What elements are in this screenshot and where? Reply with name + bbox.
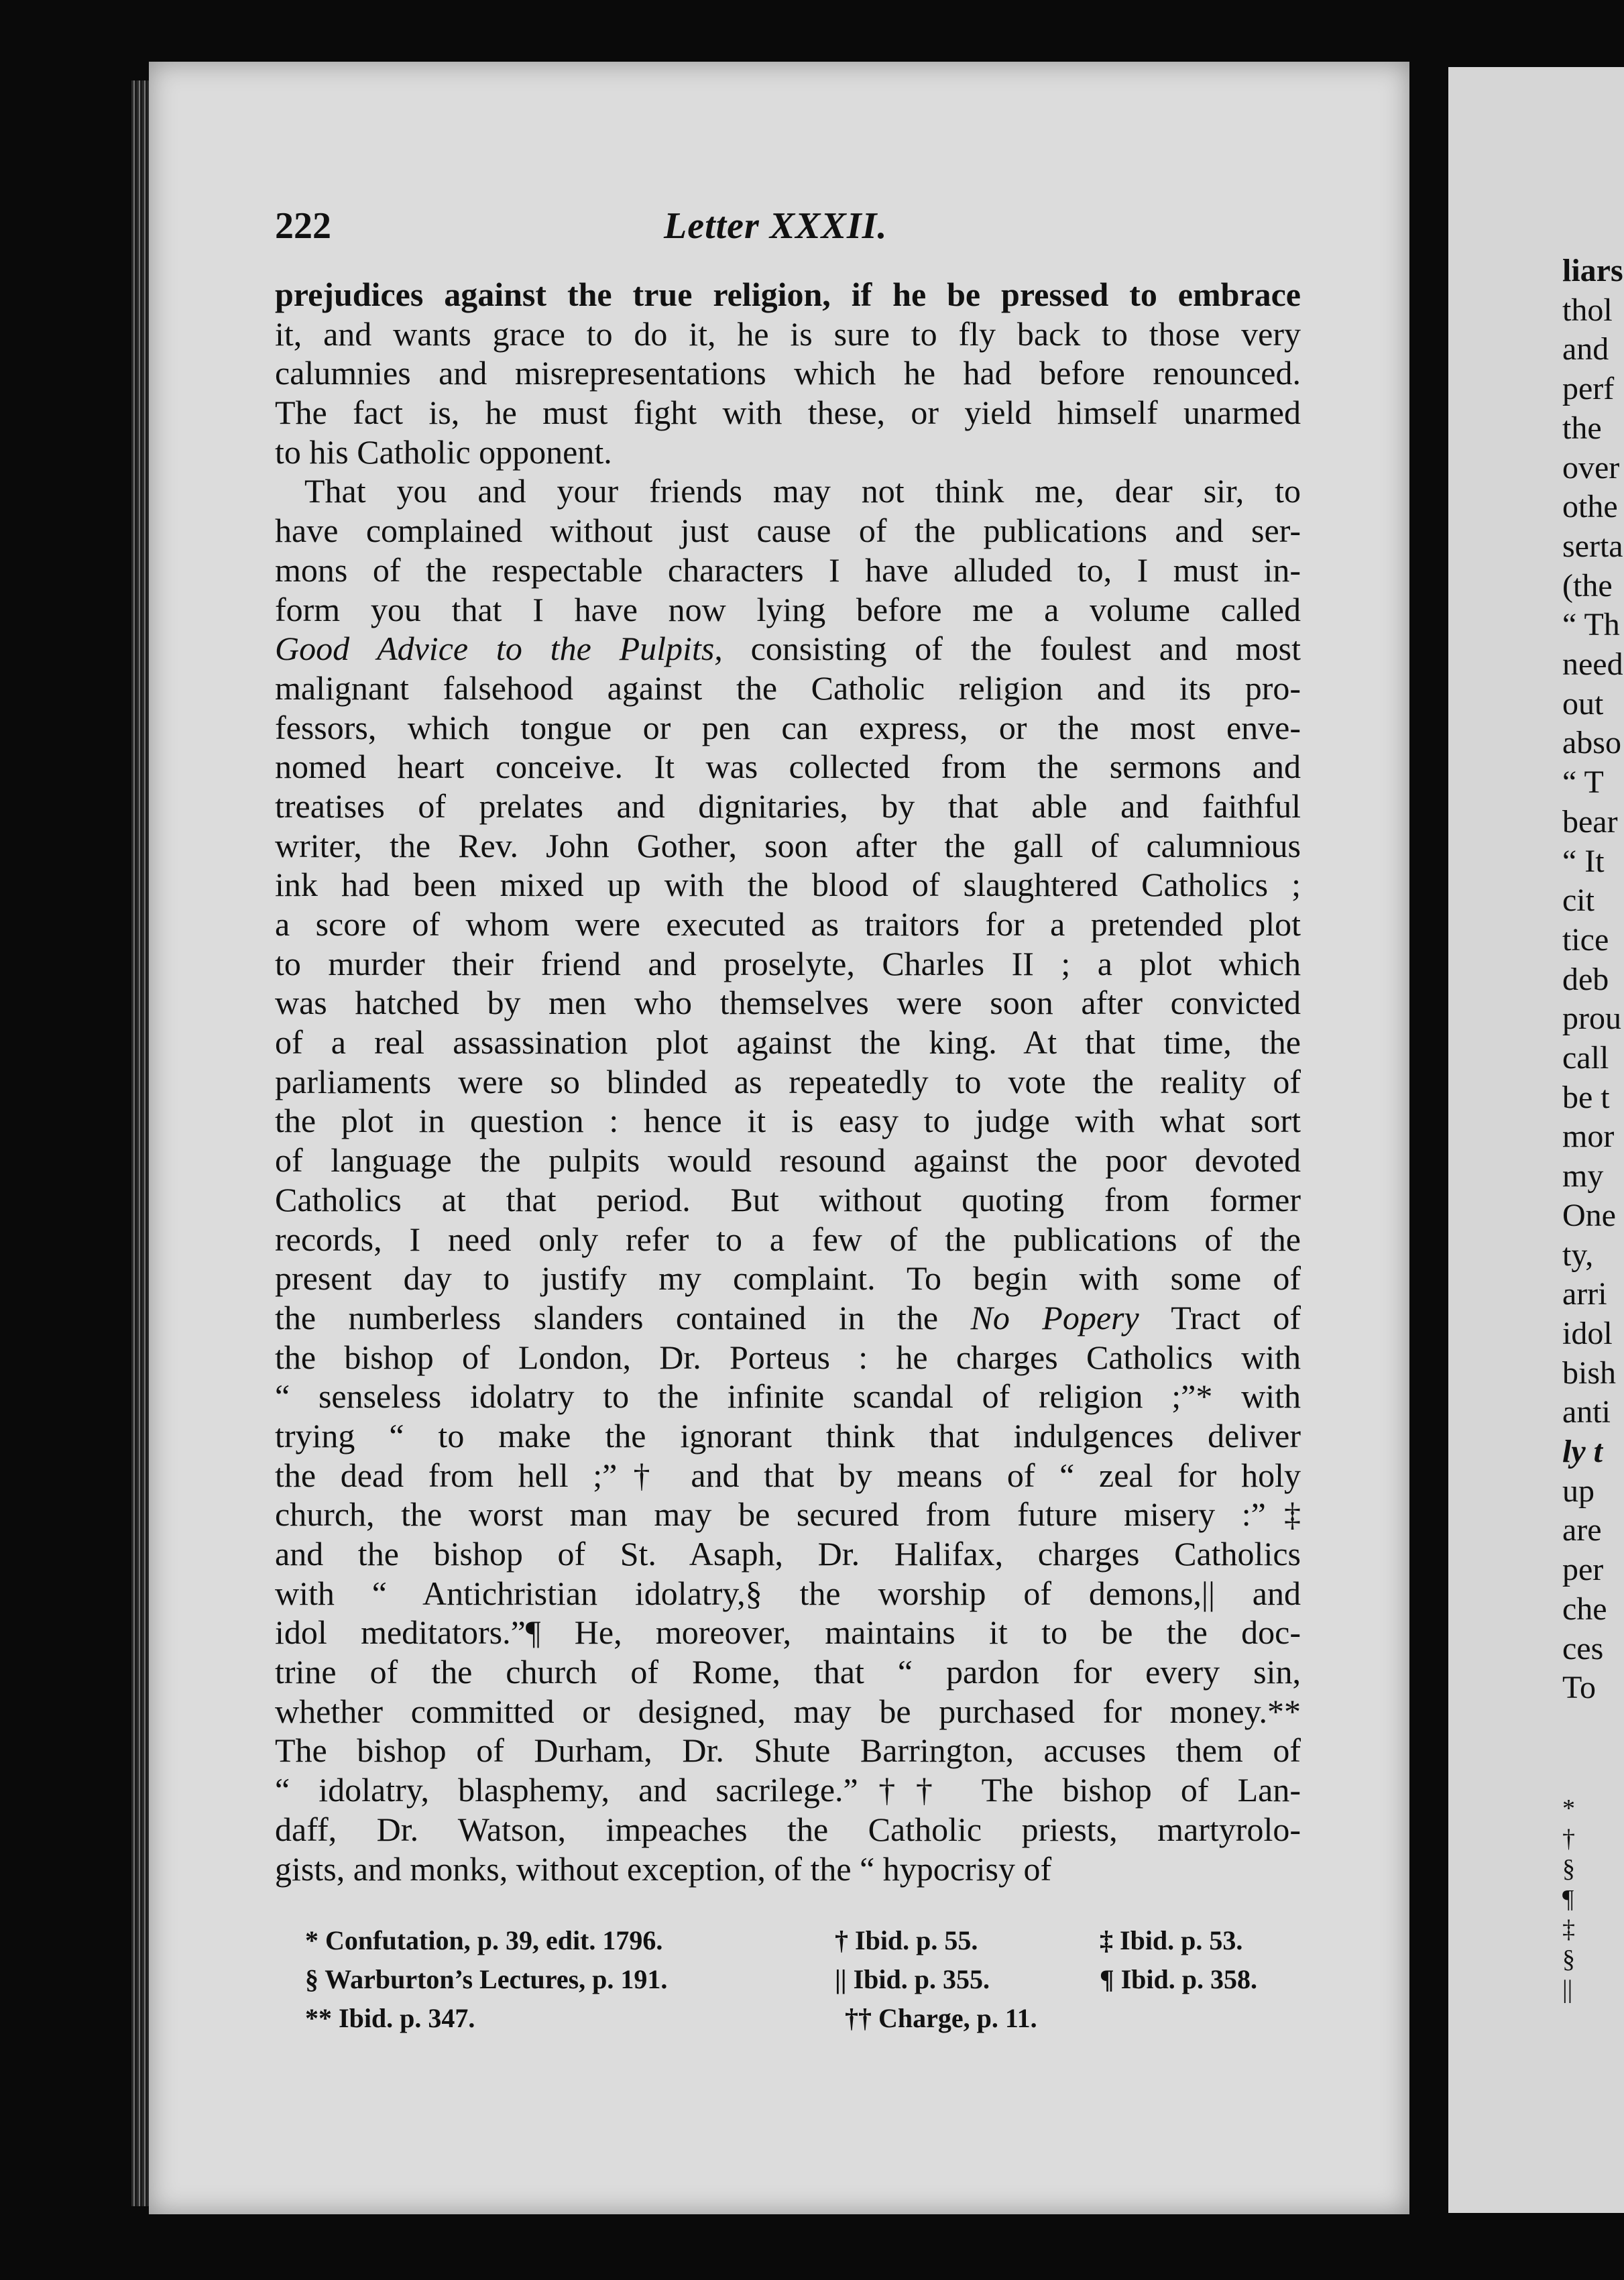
facing-page-fragment: anti	[1562, 1394, 1611, 1430]
footnote: ¶ Ibid. p. 358.	[1100, 1964, 1258, 1994]
facing-page-fragment: are	[1562, 1512, 1602, 1548]
text-line: whether committed or designed, may be purchased for money.**	[275, 1692, 1301, 1730]
facing-page-fragment: arri	[1562, 1276, 1607, 1312]
facing-page-fragment: my	[1562, 1158, 1604, 1194]
text-line: “ idolatry, blasphemy, and sacrilege.”†† The bishop of Lan-	[275, 1771, 1301, 1809]
facing-page-fragment: “ T	[1562, 764, 1604, 801]
text-line: daff, Dr. Watson, impeaches the Catholic priests, martyrolo-	[275, 1810, 1301, 1848]
italic-title: Good Advice to the Pulpits,	[275, 630, 723, 668]
facing-page-fragment: che	[1562, 1591, 1607, 1627]
facing-page-fragment: ces	[1562, 1630, 1604, 1666]
footnote: † Ibid. p. 55.	[835, 1925, 978, 1955]
facing-page-fragment: cit	[1562, 882, 1594, 919]
facing-page-note-mark: §	[1562, 1855, 1575, 1883]
facing-page-note-mark: §	[1562, 1945, 1575, 1974]
facing-page-fragment: need	[1562, 646, 1623, 682]
text-line: the bishop of London, Dr. Porteus : he charges Catholics with	[275, 1338, 1301, 1376]
text-line: and the bishop of St. Asaph, Dr. Halifax, charges Catholics	[275, 1535, 1301, 1573]
text-line: to his Catholic opponent.	[275, 433, 612, 471]
text-line: writer, the Rev. John Gother, soon after the gall of calumnious	[275, 826, 1301, 864]
facing-page-fragment: idol	[1562, 1315, 1613, 1351]
text-line: to murder their friend and proselyte, Charles II ; a plot which	[275, 944, 1301, 982]
body-text	[275, 275, 1301, 1888]
text-line: prejudices against the true religion, if he be pressed to embrace	[275, 276, 1301, 313]
text-line: gists, and monks, without exception, of the “ hypocrisy of	[275, 1849, 1052, 1888]
text-line: malignant falsehood against the Catholic religion and its pro-	[275, 669, 1301, 707]
footnote: * Confutation, p. 39, edit. 1796.	[305, 1925, 663, 1955]
text-line: treatises of prelates and dignitaries, by that able and faithful	[275, 787, 1301, 825]
facing-page-fragment: “ It	[1562, 843, 1605, 879]
text-line: of language the pulpits would resound against the poor devoted	[275, 1141, 1301, 1180]
text-line: it, and wants grace to do it, he is sure to fly back to those very	[275, 315, 1301, 353]
text-line: have complained without just cause of the publications and ser-	[275, 512, 1301, 550]
text-line: trying “ to make the ignorant think that indulgences deliver	[275, 1416, 1301, 1455]
text-line: present day to justify my complaint. To begin with some of	[275, 1259, 1301, 1298]
facing-page-fragment: othe	[1562, 489, 1618, 525]
facing-page-fragment: tice	[1562, 921, 1609, 958]
footnote: || Ibid. p. 355.	[835, 1964, 990, 1994]
facing-page-fragment: prou	[1562, 1001, 1621, 1037]
facing-page-fragment: bear	[1562, 803, 1618, 840]
text-line: parliaments were so blinded as repeatedly to vote the reality of	[275, 1062, 1301, 1100]
facing-page-fragment: mor	[1562, 1119, 1615, 1155]
text-line: with “ Antichristian idolatry,§ the worship of demons,|| and	[275, 1574, 1301, 1612]
facing-page-fragment: abso	[1562, 725, 1621, 761]
running-head: Letter XXXII.	[664, 205, 888, 247]
text-line: fessors, which tongue or pen can express, or the most enve-	[275, 708, 1301, 746]
footnote: ** Ibid. p. 347.	[305, 2003, 475, 2033]
facing-page-fragment: “ Th	[1562, 607, 1620, 643]
facing-page-fragment: To	[1562, 1670, 1596, 1706]
text-line: records, I need only refer to a few of the publications of the	[275, 1220, 1301, 1258]
facing-page-note-mark: ||	[1562, 1976, 1573, 2004]
facing-page-note-mark: *	[1562, 1794, 1575, 1823]
facing-page-fragment: out	[1562, 685, 1604, 722]
facing-page-fragment: thol	[1562, 292, 1613, 328]
facing-page-fragment: up	[1562, 1473, 1594, 1509]
text-line: “ senseless idolatry to the infinite scandal of religion ;”* with	[275, 1377, 1301, 1416]
facing-page-fragment: One	[1562, 1197, 1616, 1233]
text-line: of a real assassination plot against the king. At that time, the	[275, 1023, 1301, 1062]
text-line: The fact is, he must fight with these, or yield himself unarmed	[275, 394, 1301, 432]
text-line: Catholics at that period. But without quoting from former	[275, 1180, 1301, 1218]
facing-page-fragment: (the	[1562, 567, 1613, 604]
text-line: The bishop of Durham, Dr. Shute Barrington, accuses them of	[275, 1731, 1301, 1770]
text-line: the dead from hell ;”† and that by means of “ zeal for holy	[275, 1456, 1301, 1494]
text-line: idol meditators.”¶ He, moreover, maintains it to be the doc-	[275, 1613, 1301, 1652]
facing-page-note-mark: ‡	[1562, 1915, 1575, 1943]
facing-page-fragment: ty,	[1562, 1237, 1594, 1273]
facing-page-note-mark: †	[1562, 1825, 1575, 1853]
facing-page-fragment: deb	[1562, 961, 1609, 997]
page-edge-shadow	[131, 80, 149, 2206]
footnote: †† Charge, p. 11.	[845, 2003, 1037, 2033]
page-header	[275, 205, 1301, 258]
facing-page-fragment: call	[1562, 1040, 1609, 1076]
text-line: trine of the church of Rome, that “ pardon for every sin,	[275, 1653, 1301, 1691]
facing-page-fragment: over	[1562, 449, 1620, 486]
text-line: ink had been mixed up with the blood of slaughtered Catholics ;	[275, 866, 1301, 904]
facing-page	[1448, 67, 1624, 2213]
text-line: nomed heart conceive. It was collected from the sermons and	[275, 748, 1301, 786]
footnote: ‡ Ibid. p. 53.	[1100, 1925, 1243, 1955]
text-line: the numberless slanders contained in the No Popery Tract of	[275, 1298, 1301, 1336]
facing-page-fragment: per	[1562, 1552, 1604, 1588]
facing-page-fragment: liars	[1562, 253, 1623, 288]
facing-page-fragment: be t	[1562, 1079, 1610, 1115]
facing-page-fragment: serta	[1562, 528, 1623, 564]
facing-page-fragment: bish	[1562, 1355, 1617, 1391]
text-line: church, the worst man may be secured from future misery :”‡	[275, 1495, 1301, 1534]
text-line: form you that I have now lying before me a volume called	[275, 590, 1301, 628]
facing-page-note-mark: ¶	[1562, 1885, 1574, 1913]
text-line: Good Advice to the Pulpits, consisting of the foulest and most	[275, 630, 1301, 668]
footnote: § Warburton’s Lectures, p. 191.	[305, 1964, 668, 1994]
text-line: was hatched by men who themselves were soon after convicted	[275, 984, 1301, 1022]
text-line: a score of whom were executed as traitors for a pretended plot	[275, 905, 1301, 943]
facing-page-fragment: ly t	[1562, 1434, 1603, 1469]
text-line: mons of the respectable characters I have alluded to, I must in-	[275, 551, 1301, 589]
italic-title: No Popery	[970, 1298, 1139, 1336]
facing-page-fragment: and	[1562, 331, 1609, 367]
facing-page-fragment: the	[1562, 410, 1602, 446]
page-number: 222	[275, 205, 331, 247]
text-line: calumnies and misrepresentations which he had before renounced.	[275, 354, 1301, 392]
facing-page-fragment: perf	[1562, 371, 1615, 407]
text-line: That you and your friends may not think me, dear sir, to	[304, 472, 1301, 510]
text-line: the plot in question : hence it is easy to judge with what sort	[275, 1102, 1301, 1140]
